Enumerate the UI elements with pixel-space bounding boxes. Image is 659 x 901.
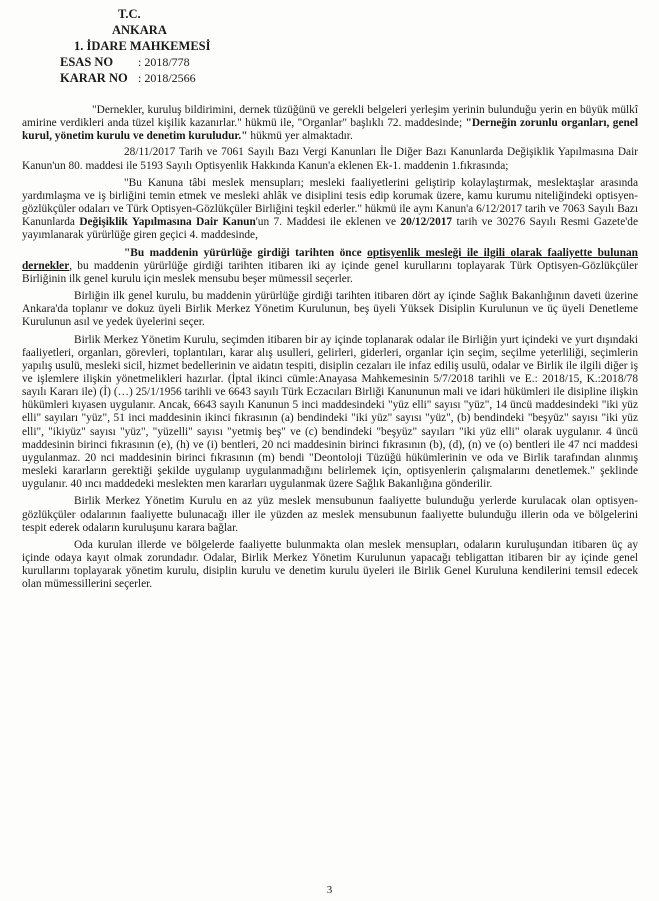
header-tc: T.C. — [118, 7, 141, 21]
bold-text-run: "Bu maddenin yürürlüğe girdiği tarihten önce — [124, 246, 368, 259]
paragraph-oda-kayit: Oda kurulan illerde ve bölgelerde faaliyette bulunmakta olan meslek mensupları, odaların kuruluşundan itibaren üç ay içinde odaya kayıt olmak zorundadır. Odalar, Birlik Merkez Yönetim Kurulunun yapacağı tebligattan itibaren bir ay içinde genel kurullarını toplayarak yönetim kurulu, disiplin kurulu ve denetim kurulu üyeleri ile Birlik Genel Kuruluna kendilerini temsil edecek olan mümessillerini seçerler. — [22, 538, 638, 591]
text-run: "Dernekler, kuruluş bildirimini, dernek tüzüğünü ve gerekli belgeleri yerleşim yerinin bulunduğu yerin en büyük mülkî amirine verdikleri anda tüzel kişilik kazanırlar." hükmü ile, "Organlar" başlıklı 72. maddesinde; — [22, 104, 638, 130]
text-run: tarih ve 30276 Sayılı Resmi Gazete'de yayımlanarak yürürlüğe giren geçici 4. maddesinde, — [22, 216, 638, 242]
page-number: 3 — [326, 884, 333, 896]
header-court: 1. İDARE MAHKEMESİ — [74, 39, 211, 53]
karar-no-row — [60, 70, 280, 86]
paragraph-gecici-4 — [22, 247, 638, 286]
paragraph-7061-law: 28/11/2017 Tarih ve 7061 Sayılı Bazı Vergi Kanunları İle Diğer Bazı Kanunlarda Değişiklik Yapılmasına Dair Kanun'un 80. maddesi ile 5193 Sayılı Optisyenlik Hakkında Kanun'a eklenen Ek-1. maddenin 1.fıkrasında; — [22, 146, 638, 172]
text-run: hükmü yer almaktadır. — [247, 130, 353, 143]
text-run: "Bu Kanuna tâbi meslek mensupları; mesleki faaliyetlerini geliştirip kolaylaştırmak, meslektaşlar arasında yardımlaşma ve iş birliğini temin etmek ve mesleki ahlâk ve disiplini tesis edip korumak üzere, kamu kurumu niteliğindeki optisyen-gözlükçüler odaları ve Türk Optisyen-Gözlükçüler Birliğini teşkil ederler." hükmü ile aynı Kanun'a 6/12/2017 tarih ve 7063 Sayılı Bazı Kanunlarda — [22, 176, 638, 229]
bold-text-run: "Derneğin zorunlu organları, genel kurul, yönetim kurulu ve denetim kuruludur." — [22, 117, 638, 143]
paragraph-oda-kurulusu: Birlik Merkez Yönetim Kurulu en az yüz meslek mensubunun faaliyette bulunduğu yerlerde kurulacak olan optisyen-gözlükçüler odalarının faaliyette bulunacağı iller ile yüzden az meslek mensubunun faaliyette bulunduğu illerin oda ve bölgelerini tespit ederek odaların kuruluşunu karara bağlar. — [22, 495, 638, 534]
paragraph-optisyenlik-ek1 — [22, 177, 638, 243]
paragraph-dernekler-law — [22, 104, 638, 143]
karar-no-value: : 2018/2566 — [138, 71, 196, 85]
text-run: 'un 7. Maddesi ile eklenen ve — [255, 216, 401, 229]
esas-no-row — [60, 54, 280, 70]
document-body — [22, 104, 638, 595]
esas-no-label: ESAS NO — [60, 55, 114, 69]
paragraph-birlik-merkez-yonetim: Birlik Merkez Yönetim Kurulu, seçimden itibaren bir ay içinde toplanarak odalar ile Birliğin yurt içindeki ve yurt dışındaki faaliyetleri, organları, görevleri, toplantıları, karar alış usulleri, gelirleri, giderleri, organlar için seçim, seçilme yeterliliği, seçimlerin yapılış usulü, mesleki sicil, hizmet bedellerinin ve aidatın tespiti, disiplin cezaları ile infaz ediliş usulü, odalar ve Birlik ile ilgili diğer iş ve işlemlere ilişkin yönetmelikleri hazırlar. (İptal ikinci cümle:Anayasa Mahkemesinin 5/7/2018 tarihli ve E.: 2018/15, K.:2018/78 sayılı Kararı ile) (İ) (…) 25/1/1956 tarihli ve 6643 sayılı Türk Eczacıları Birliği Kanununun mali ve idari hükümleri ile disipline ilişkin hükümleri kıyasen uygulanır. Ancak, 6643 sayılı Kanunun 5 inci maddesindeki "yüz elli" sayısı "yüz", 14 üncü maddesindeki "iki yüz elli" sayıları "yüz", 51 inci maddesinin ikinci fıkrasının (a) bendindeki "iki yüz" sayısı "yüz", (b) bendindeki "beşyüz" sayısı "iki yüz elli", "ikiyüz" sayısı "yüz", "yüzelli" sayısı "yetmiş beş" ve (c) bendindeki "beşyüz" sayıları "iki yüz elli" olarak uygulanır. 4 üncü maddesinin birinci fıkrasının (e), (h) ve (i) bentleri, 20 nci maddesinin birinci fıkrasının (b), (d), (n) ve (o) bentleri ile 47 nci maddesi uygulanmaz. 20 nci maddesinin birinci fıkrasının (m) bendi "Deontoloji Tüzüğü hükümlerinin ve oda ve Birlik tarafından alınmış mesleki kararların gerektiği şekilde uygulanıp uygulanmadığını belirlemek için, optisyenlerin çalışmalarını denetlemek." şeklinde uygulanır. 40 ıncı maddedeki meslekten men kararları uygulanmak üzere Sağlık Bakanlığına gönderilir. — [22, 333, 638, 491]
text-run: , bu maddenin yürürlüğe girdiği tarihten itibaren iki ay içinde genel kurullarını toplayarak Türk Optisyen-Gözlükçüler Birliğinin ilk genel kurulu için meslek mensubu beşer mümessil seçerler. — [22, 259, 638, 285]
karar-no-label: KARAR NO — [60, 71, 128, 85]
bold-underlined-run: optisyenlik mesleği ile ilgili olarak faaliyette bulunan dernekler — [22, 246, 638, 272]
bold-text-run: Değişiklik Yapılmasına Dair Kanun — [79, 216, 256, 229]
document-header — [60, 6, 280, 86]
bold-date-run: 20/12/2017 — [400, 216, 453, 229]
paragraph-birlik-ilk-genel-kurul: Birliğin ilk genel kurulu, bu maddenin yürürlüğe girdiği tarihten itibaren dört ay içinde Sağlık Bakanlığının daveti üzerine Ankara'da toplanır ve dokuz üyeli Birlik Merkez Yönetim Kurulunun, beş üyeli Yüksek Disiplin Kurulunun ve üç üyeli Denetleme Kurulunun asıl ve yedek üyelerini seçer. — [22, 290, 638, 329]
esas-no-value: : 2018/778 — [138, 55, 190, 69]
header-city: ANKARA — [112, 23, 167, 37]
